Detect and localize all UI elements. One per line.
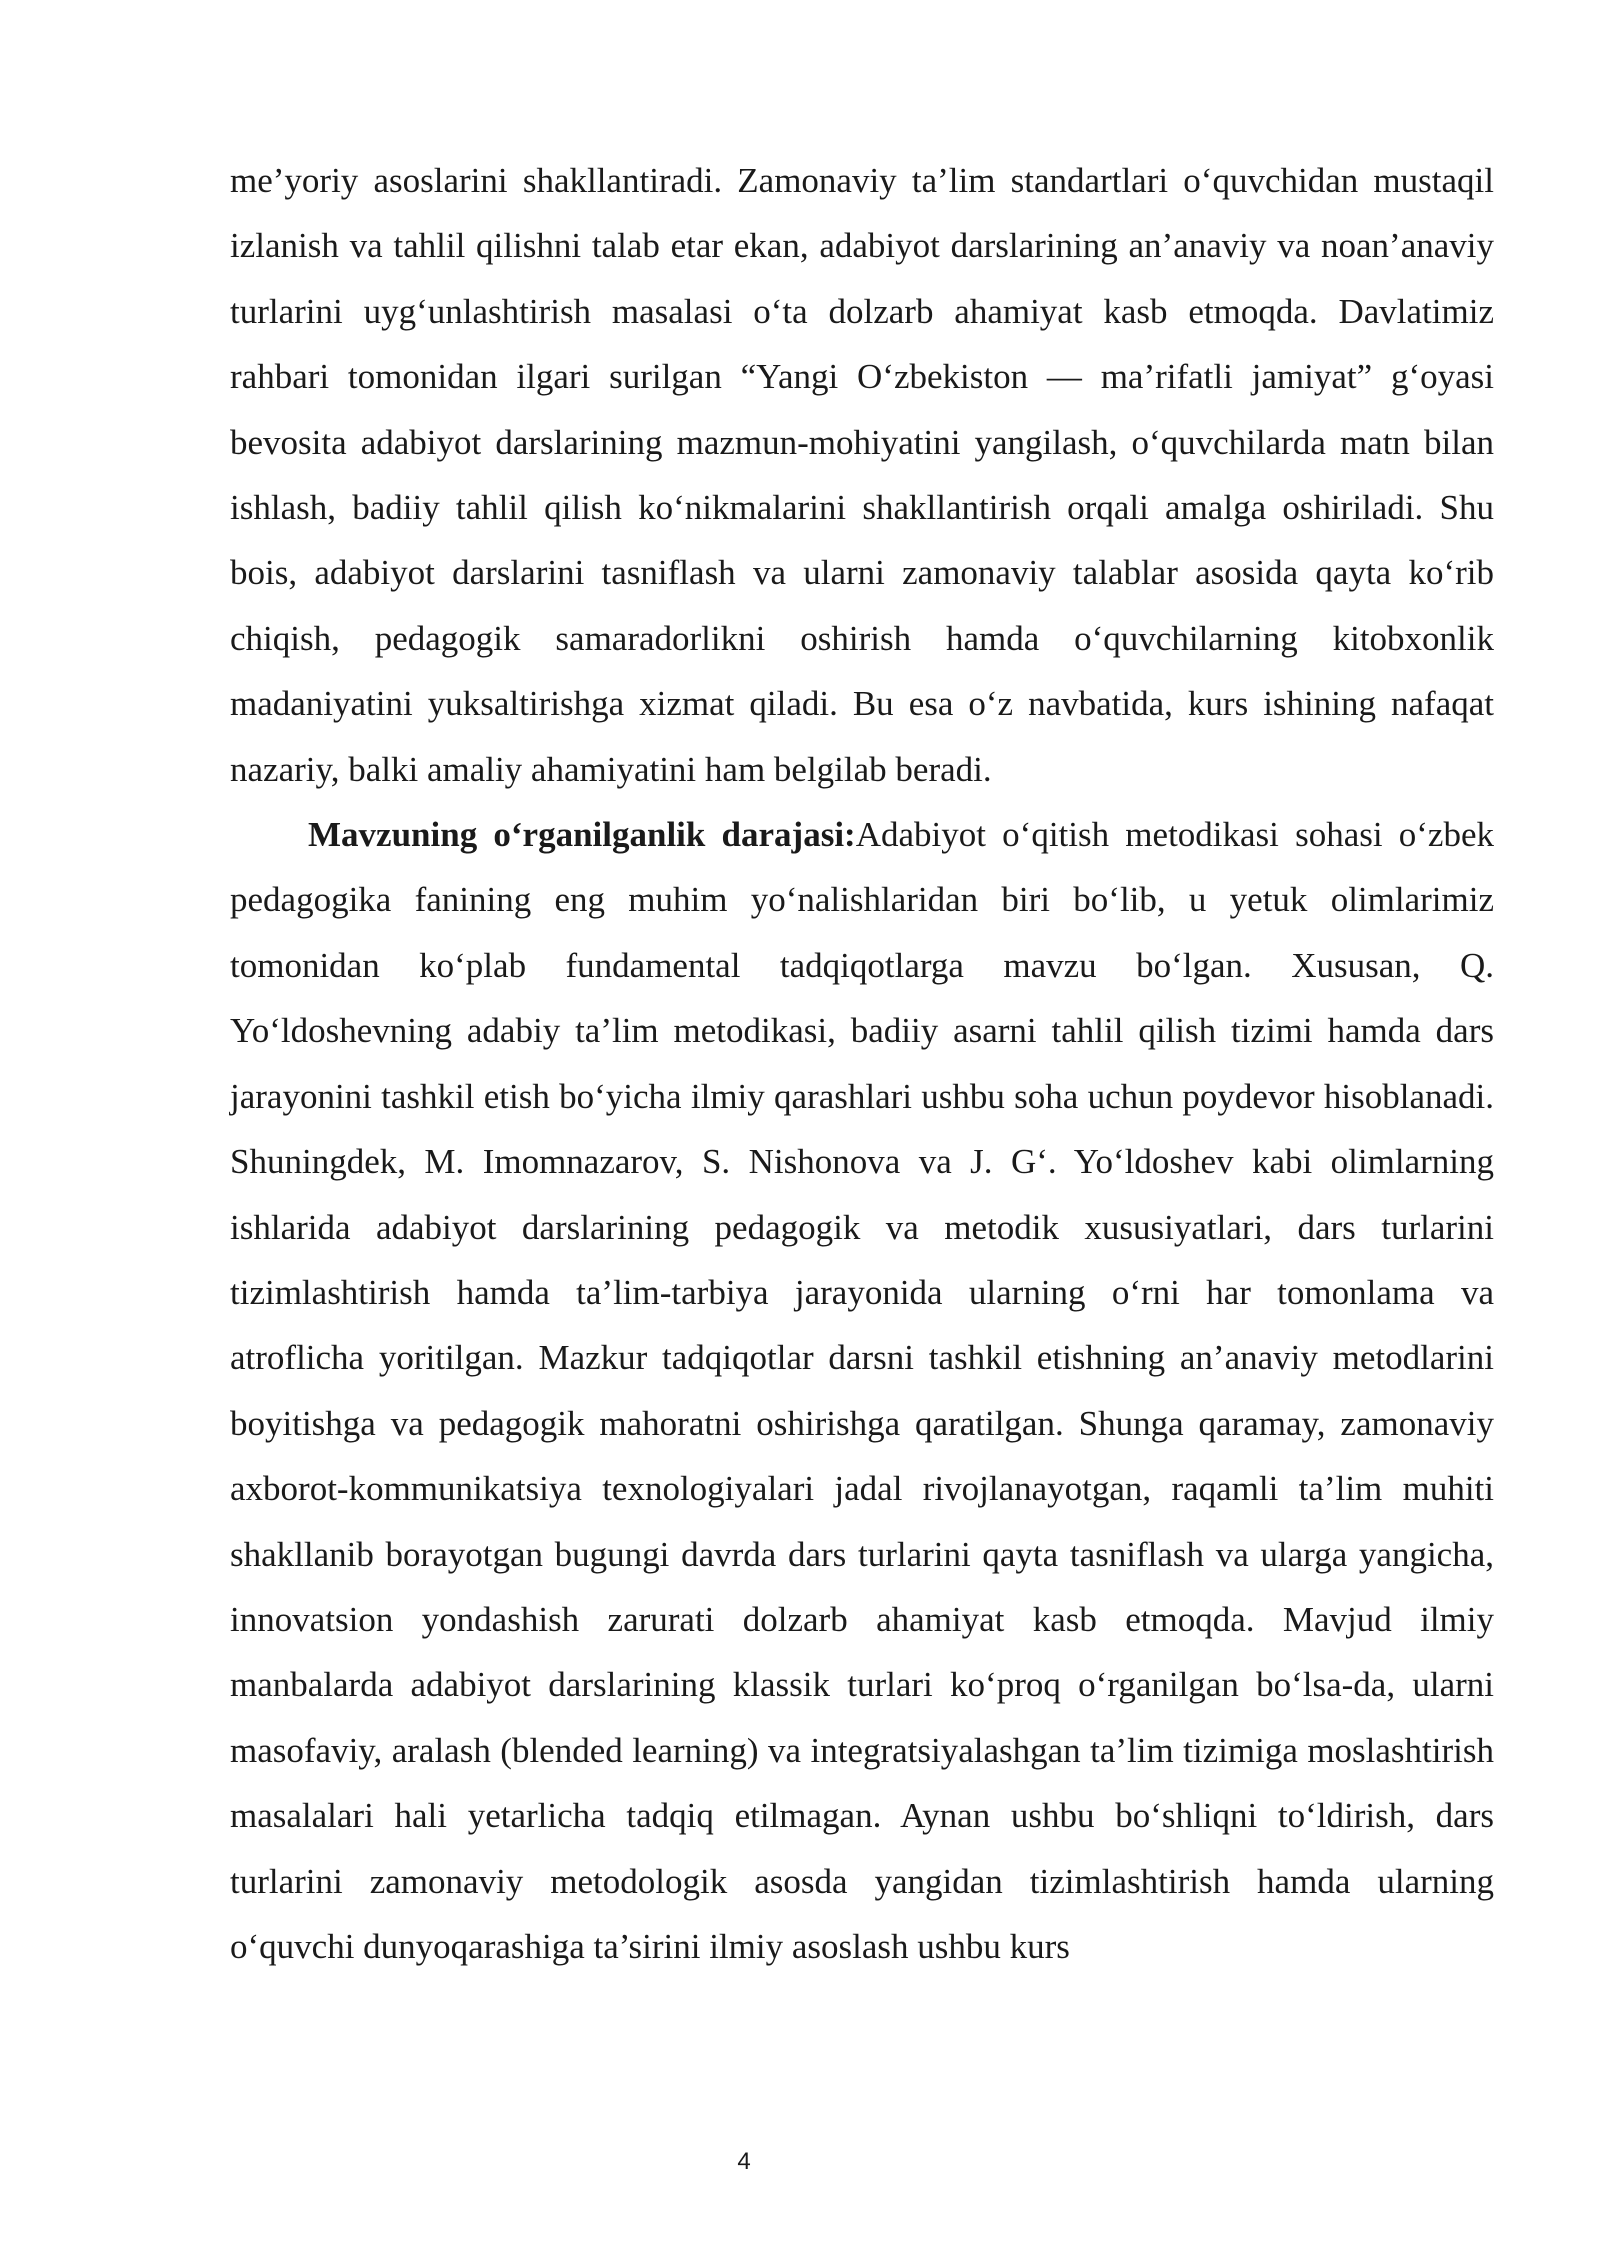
paragraph-2-body: Adabiyot o‘qitish metodikasi sohasi o‘zbek pedagogika fanining eng muhim yo‘nalishlaridan biri bo‘lib, u yetuk olimlarimiz tomonidan ko‘plab fundamental tadqiqotlarga mavzu bo‘lgan. Xususan, Q. Yo‘ldoshevning adabiy ta’lim metodikasi, badiiy asarni tahlil qilish tizimi hamda dars jarayonini tashkil etish bo‘yicha ilmiy qarashlari ushbu soha uchun poydevor hisoblanadi. Shuningdek, M. Imomnazarov, S. Nishonova va J. G‘. Yo‘ldoshev kabi olimlarning ishlarida adabiyot darslarining pedagogik va metodik xususiyatlari, dars turlarini tizimlashtirish hamda ta’lim-tarbiya jarayonida ularning o‘rni har tomonlama va atroflicha yoritilgan. Mazkur tadqiqotlar darsni tashkil etishning an’anaviy metodlarini boyitishga va pedagogik mahoratni oshirishga qaratilgan. Shunga qaramay, zamonaviy axborot-kommunikatsiya texnologiyalari jadal rivojlanayotgan, raqamli ta’lim muhiti shakllanib borayotgan bugungi davrda dars turlarini qayta tasniflash va ularga yangicha, innovatsion yondashish zarurati dolzarb ahamiyat kasb etmoqda. Mavjud ilmiy manbalarda adabiyot darslarining klassik turlari ko‘proq o‘rganilgan bo‘lsa-da, ularni masofaviy, aralash (blended learning) va integratsiyalashgan ta’lim tizimiga moslashtirish masalalari hali yetarlicha tadqiq etilmagan. Aynan ushbu bo‘shliqni to‘ldirish, dars turlarini zamonaviy metodologik asosda yangidan tizimlashtirish hamda ularning o‘quvchi dunyoqarashiga ta’sirini ilmiy asoslash ushbu kurs [230,815,1494,1966]
paragraph-2 [230,802,1494,1979]
paragraph-1: me’yoriy asoslarini shakllantiradi. Zamonaviy ta’lim standartlari o‘quvchidan mustaqil izlanish va tahlil qilishni talab etar ekan, adabiyot darslarining an’anaviy va noan’anaviy turlarini uyg‘unlashtirish masalasi o‘ta dolzarb ahamiyat kasb etmoqda. Davlatimiz rahbari tomonidan ilgari surilgan “Yangi O‘zbekiston — ma’rifatli jamiyat” g‘oyasi bevosita adabiyot darslarining mazmun-mohiyatini yangilash, o‘quvchilarda matn bilan ishlash, badiiy tahlil qilish ko‘nikmalarini shakllantirish orqali amalga oshiriladi. Shu bois, adabiyot darslarini tasniflash va ularni zamonaviy talablar asosida qayta ko‘rib chiqish, pedagogik samaradorlikni oshirish hamda o‘quvchilarning kitobxonlik madaniyatini yuksaltirishga xizmat qiladi. Bu esa o‘z navbatida, kurs ishining nafaqat nazariy, balki amaliy ahamiyatini ham belgilab beradi. [230,161,1494,789]
page-number: 4 [737,2148,751,2175]
body-text [230,148,1494,1979]
section-heading: Mavzuning o‘rganilganlik darajasi: [308,815,856,855]
